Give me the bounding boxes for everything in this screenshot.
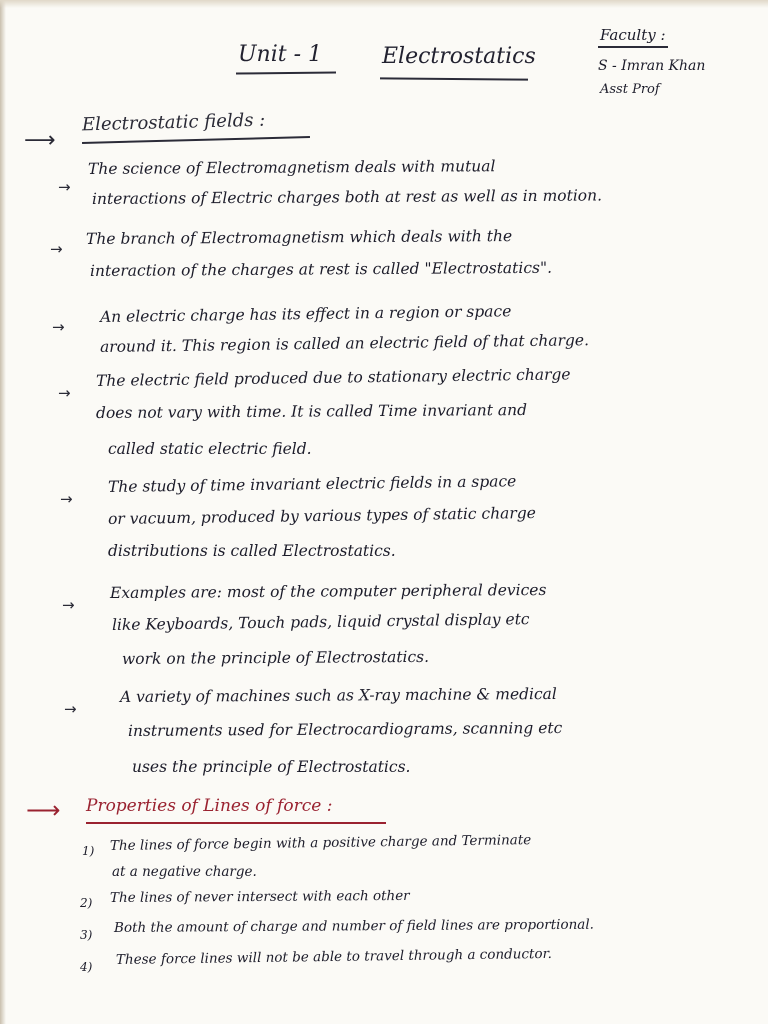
section-heading-underline [82,136,310,144]
faculty-underline [598,46,668,48]
bullet-7-line-2: instruments used for Electrocardiograms, scanning etc [127,718,563,740]
unit-number: Unit - 1 [238,42,323,67]
bullet-5-line-3: distributions is called Electrostatics. [108,542,396,560]
bullet-5-line-2: or vacuum, produced by various types of static charge [107,504,536,528]
bullet-5-line-1: The study of time invariant electric fields in a space [107,472,517,496]
bullet-2-line-1: The branch of Electromagnetism which deals with the [85,227,513,248]
bullet-7-line-1: A variety of machines such as X-ray machine & medical [119,684,557,706]
faculty-label: Faculty : [600,26,666,44]
unit-underline [236,71,336,74]
bullet-6-line-2: like Keyboards, Touch pads, liquid crystal display etc [111,610,530,634]
bullet-1-line-1: The science of Electromagnetism deals with mutual [87,157,496,178]
bullet-6-line-3: work on the principle of Electrostatics. [121,647,430,668]
item-number: 1) [82,844,95,858]
page-edge-shadow [0,0,6,1024]
item-number: 3) [80,928,93,942]
right-arrow-icon: → [64,700,77,718]
property-2-line-1: The lines of never intersect with each other [109,887,410,906]
long-right-arrow-icon: ⟶ [24,128,56,153]
bullet-4-line-1: The electric field produced due to stationary electric charge [95,365,571,390]
right-arrow-icon: → [62,596,75,614]
faculty-name: S - Imran Khan [598,58,706,74]
right-arrow-icon: → [58,384,71,402]
item-number: 4) [80,960,93,974]
bullet-2-line-2: interaction of the charges at rest is called "Electrostatics". [89,258,553,280]
long-right-arrow-icon: ⟶ [26,796,61,824]
section-heading-properties-of-lines-of-force: Properties of Lines of force : [86,796,333,816]
property-4-line-1: These force lines will not be able to travel through a conductor. [115,945,552,968]
section-heading-underline [86,822,386,824]
title-underline [380,77,528,80]
bullet-1-line-2: interactions of Electric charges both at rest as well as in motion. [91,186,603,208]
right-arrow-icon: → [60,490,73,508]
property-1-line-1: The lines of force begin with a positive charge and Terminate [109,832,532,854]
bullet-4-line-3: called static electric field. [108,440,312,458]
item-number: 2) [80,896,93,910]
faculty-role: Asst Prof [600,82,660,97]
page-top-shadow [0,0,768,8]
property-1-line-2: at a negative charge. [112,864,257,880]
bullet-3-line-1: An electric charge has its effect in a region or space [99,302,512,326]
section-heading-electrostatic-fields: Electrostatic fields : [81,109,266,136]
page-title: Electrostatics [382,44,536,69]
bullet-7-line-3: uses the principle of Electrostatics. [132,758,411,776]
bullet-3-line-2: around it. This region is called an electric field of that charge. [99,331,590,356]
bullet-4-line-2: does not vary with time. It is called Time invariant and [95,400,528,422]
right-arrow-icon: → [52,318,65,336]
right-arrow-icon: → [50,240,63,258]
right-arrow-icon: → [58,178,71,196]
bullet-6-line-1: Examples are: most of the computer peripheral devices [109,580,547,602]
property-3-line-1: Both the amount of charge and number of field lines are proportional. [113,916,594,936]
